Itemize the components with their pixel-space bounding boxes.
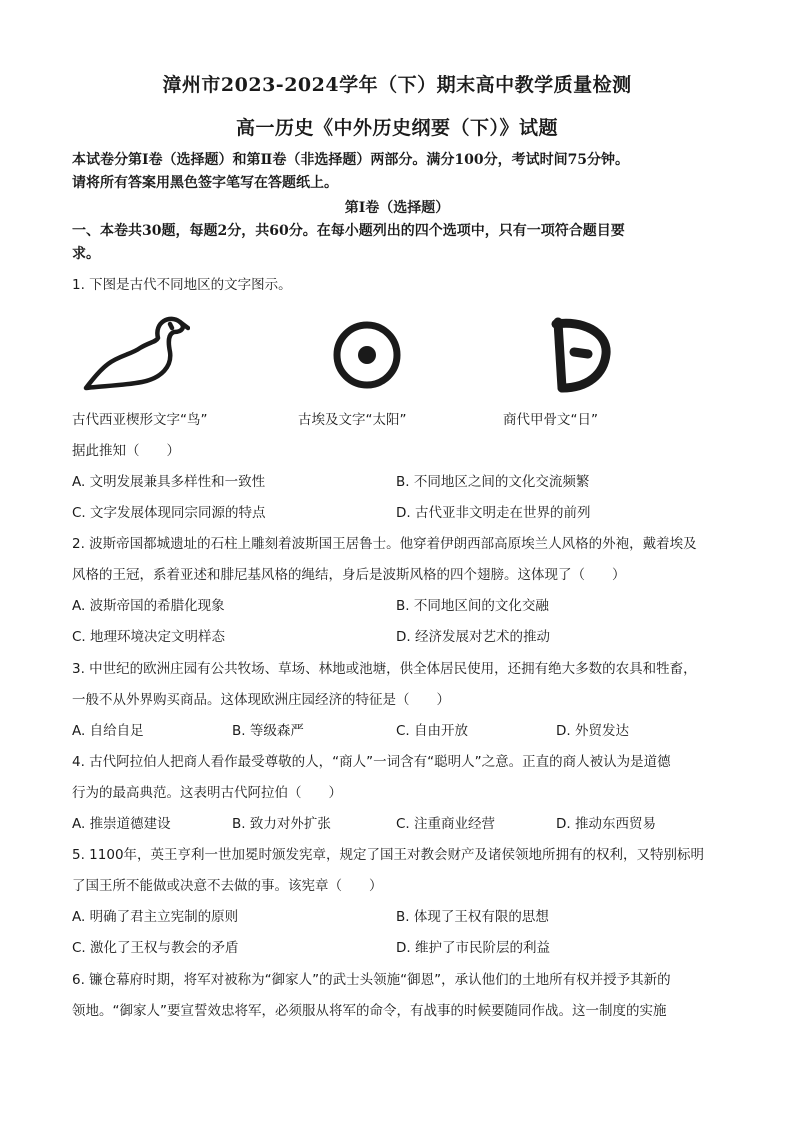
q2-line-1: 2. 波斯帝国都城遗址的石柱上雕刻着波斯国王居鲁士。他穿着伊朗西部高原埃兰人风格的外袍，戴着埃及 xyxy=(72,536,697,552)
q3-option-c: C. 自由开放 xyxy=(396,723,469,739)
exam-title: 漳州市2023-2024学年（下）期末高中教学质量检测 xyxy=(162,74,632,96)
q1-option-d: D. 古代亚非文明走在世界的前列 xyxy=(396,505,591,521)
q4-line-1: 4. 古代阿拉伯人把商人看作最受尊敬的人，“商人”一词含有“聪明人”之意。正直的商人被认为是道德 xyxy=(72,754,671,770)
q3-option-d: D. 外贸发达 xyxy=(556,723,629,739)
cuneiform-bird-icon xyxy=(78,312,190,394)
q5-line-1: 5. 1100年，英王亨利一世加冕时颁发宪章，规定了国王对教会财产及诸侯领地所拥有的权利，又特别标明 xyxy=(72,847,705,863)
q3-line-2: 一般不从外界购买商品。这体现欧洲庄园经济的特征是（ ） xyxy=(72,692,450,708)
exam-subtitle: 高一历史《中外历史纲要（下）》试题 xyxy=(235,117,558,139)
q6-line-2: 领地。“御家人”要宣誓效忠将军，必须服从将军的命令，有战事的时候要随同作战。这一制度的实施 xyxy=(72,1003,667,1019)
q3-option-b: B. 等级森严 xyxy=(232,723,304,739)
instruction-line-2: 请将所有答案用黑色签字笔写在答题纸上。 xyxy=(72,175,338,191)
q5-option-a: A. 明确了君主立宪制的原则 xyxy=(72,909,239,925)
oracle-bone-sun-icon xyxy=(548,316,614,396)
q1-option-b: B. 不同地区之间的文化交流频繁 xyxy=(396,474,590,490)
caption-egyptian: 古埃及文字“太阳” xyxy=(298,412,407,428)
q5-option-c: C. 激化了王权与教会的矛盾 xyxy=(72,940,239,956)
q1-option-c: C. 文字发展体现同宗同源的特点 xyxy=(72,505,266,521)
caption-oracle-bone: 商代甲骨文“日” xyxy=(503,412,598,428)
q5-line-2: 了国王所不能做或决意不去做的事。该宪章（ ） xyxy=(72,878,383,894)
instruction-line-1: 本试卷分第Ⅰ卷（选择题）和第Ⅱ卷（非选择题）两部分。满分100分，考试时间75分钟。 xyxy=(72,152,630,168)
q1-prompt: 据此推知（ ） xyxy=(72,443,180,459)
q1-stem: 1. 下图是古代不同地区的文字图示。 xyxy=(72,277,292,293)
section-desc-line-2: 求。 xyxy=(72,246,100,262)
q2-option-a: A. 波斯帝国的希腊化现象 xyxy=(72,598,225,614)
section-heading: 第Ⅰ卷（选择题） xyxy=(344,200,450,216)
q3-option-a: A. 自给自足 xyxy=(72,723,144,739)
q2-option-c: C. 地理环境决定文明样态 xyxy=(72,629,226,645)
q2-option-d: D. 经济发展对艺术的推动 xyxy=(396,629,550,645)
q2-option-b: B. 不同地区间的文化交融 xyxy=(396,598,549,614)
q2-line-2: 风格的王冠，系着亚述和腓尼基风格的绳结，身后是波斯风格的四个翅膀。这体现了（ ） xyxy=(72,567,626,583)
caption-cuneiform: 古代西亚楔形文字“鸟” xyxy=(72,412,208,428)
egyptian-sun-icon xyxy=(330,318,404,392)
section-desc-line-1: 一、本卷共30题，每题2分，共60分。在每小题列出的四个选项中，只有一项符合题目要 xyxy=(72,223,625,239)
q3-line-1: 3. 中世纪的欧洲庄园有公共牧场、草场、林地或池塘，供全体居民使用，还拥有绝大多数的农具和牲畜， xyxy=(72,661,697,677)
q5-option-b: B. 体现了王权有限的思想 xyxy=(396,909,549,925)
q4-option-a: A. 推崇道德建设 xyxy=(72,816,171,832)
q1-option-a: A. 文明发展兼具多样性和一致性 xyxy=(72,474,266,490)
q4-option-c: C. 注重商业经营 xyxy=(396,816,496,832)
q4-line-2: 行为的最高典范。这表明古代阿拉伯（ ） xyxy=(72,785,342,801)
q4-option-b: B. 致力对外扩张 xyxy=(232,816,331,832)
q6-line-1: 6. 镰仓幕府时期，将军对被称为“御家人”的武士头领施“御恩”，承认他们的土地所有权并授予其新的 xyxy=(72,972,671,988)
q5-option-d: D. 维护了市民阶层的利益 xyxy=(396,940,550,956)
q4-option-d: D. 推动东西贸易 xyxy=(556,816,656,832)
